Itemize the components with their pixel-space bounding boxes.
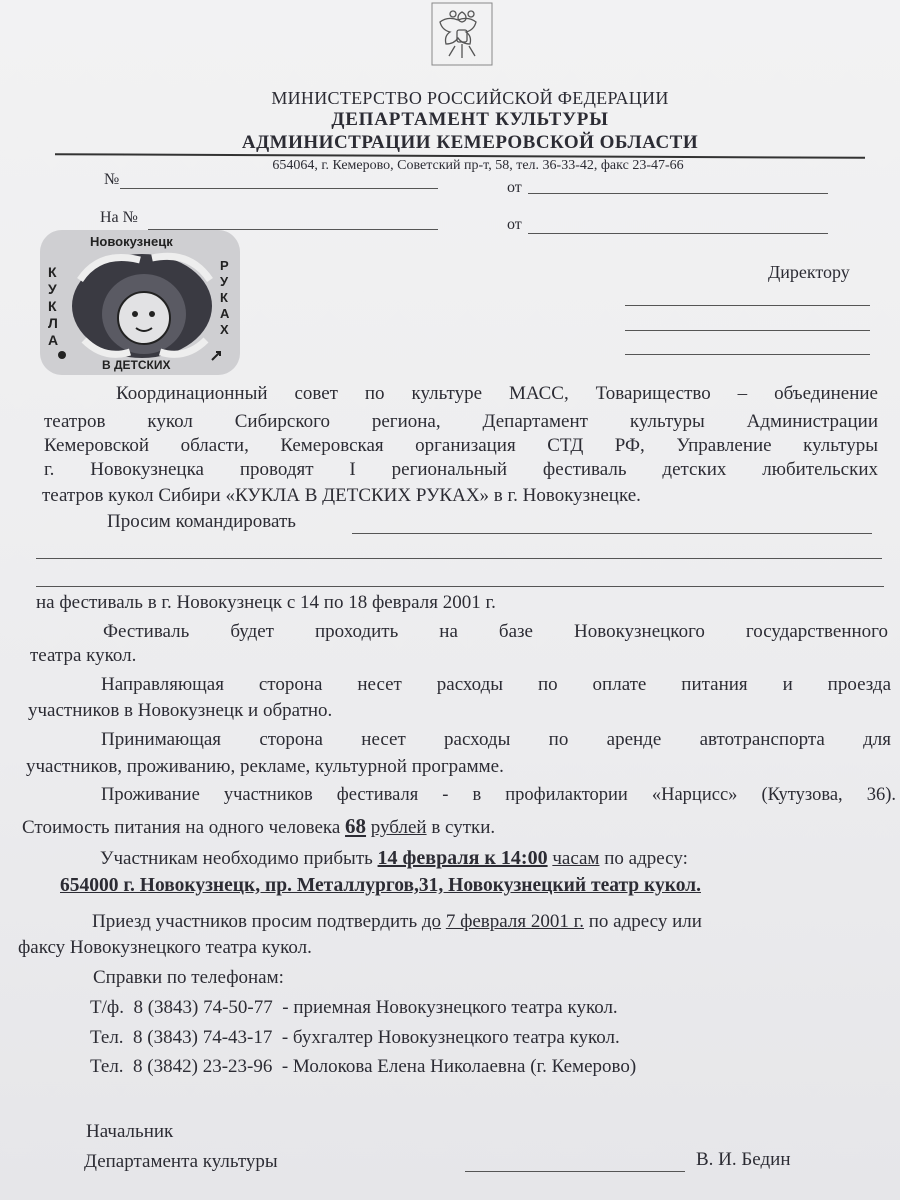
meal-cost-amount: 68 — [345, 814, 367, 838]
reference-date-label: от — [507, 216, 522, 233]
outgoing-number-field — [120, 188, 438, 189]
ministry-title: МИНИСТЕРСТВО РОССИЙСКОЙ ФЕДЕРАЦИИ — [271, 88, 669, 108]
arrival-hours: часам — [552, 848, 600, 869]
festival-dates: на фестиваль в г. Новокузнецк с 14 по 18 февраля 2001 г. — [36, 592, 496, 613]
receiving-line-2: участников, проживанию, рекламе, культурной программе. — [26, 756, 504, 777]
intro-line-4: г. Новокузнецка проводят I региональный фестиваль детских любительских — [44, 459, 878, 480]
header-address: 654064, г. Кемерово, Советский пр-т, 58, тел. 36-33-42, факс 23-47-66 — [272, 158, 684, 173]
accommodation-line: Проживание участников фестиваля - в профилактории «Нарцисс» (Кутузова, 36). — [101, 785, 896, 805]
arrival-address: 654000 г. Новокузнецк, пр. Металлургов,31, Новокузнецкий театр кукол. — [60, 875, 701, 896]
logo-top-text: Новокузнецк — [90, 234, 173, 249]
venue-line-1: Фестиваль будет проходить на базе Новокузнецкого государственного — [103, 621, 888, 642]
request-field-2 — [36, 558, 882, 559]
outgoing-date-field — [528, 193, 828, 194]
intro-line-5: театров кукол Сибири «КУКЛА В ДЕТСКИХ РУКАХ» в г. Новокузнецке. — [42, 485, 641, 506]
addressee-line-3 — [625, 354, 870, 355]
meal-cost-line — [22, 814, 495, 840]
meal-cost-prefix: Стоимость питания на одного человека — [22, 817, 341, 838]
arrival-line — [100, 846, 688, 871]
confirm-suffix: по адресу или — [588, 911, 702, 932]
logo-left-text: КУКЛА — [48, 264, 59, 348]
intro-line-3: Кемеровской области, Кемеровская организация СТД РФ, Управление культуры — [44, 435, 878, 456]
coat-of-arms-emblem — [431, 2, 493, 66]
phone-item-3: Тел. 8 (3842) 23-23-96 - Молокова Елена Николаевна (г. Кемерово) — [90, 1056, 637, 1077]
meal-cost-unit: рублей — [370, 817, 427, 838]
arrival-suffix: по адресу: — [604, 848, 688, 869]
confirm-line-2: факсу Новокузнецкого театра кукол. — [18, 937, 312, 958]
outgoing-number-label: № — [104, 171, 120, 188]
logo-right-text: РУКАХ — [220, 258, 230, 337]
logo-bottom-text: В ДЕТСКИХ — [102, 358, 171, 372]
reference-date-field — [528, 233, 828, 234]
confirm-prefix: Приезд участников просим подтвердить — [92, 911, 418, 932]
meal-cost-suffix: в сутки. — [431, 817, 496, 838]
confirm-date: 7 февраля 2001 г. — [445, 911, 584, 932]
confirm-date-pre: до — [421, 911, 442, 932]
reference-number-label: На № — [100, 209, 138, 226]
signatory-name: В. И. Бедин — [696, 1149, 791, 1170]
request-field-3 — [36, 586, 884, 587]
phone-item-2: Тел. 8 (3843) 74-43-17 - бухгалтер Новокузнецкого театра кукол. — [90, 1027, 620, 1048]
intro-line-2: театров кукол Сибирского региона, Департамент культуры Администрации — [44, 411, 878, 432]
receiving-line-1: Принимающая сторона несет расходы по аренде автотранспорта для — [101, 729, 891, 750]
administration-title: АДМИНИСТРАЦИИ КЕМЕРОВСКОЙ ОБЛАСТИ — [241, 132, 699, 153]
sending-line-2: участников в Новокузнецк и обратно. — [28, 700, 333, 721]
festival-logo — [40, 230, 240, 375]
addressee-line-1 — [625, 305, 870, 306]
signature-line — [465, 1171, 685, 1172]
phone-item-1: Т/ф. 8 (3843) 74-50-77 - приемная Новокузнецкого театра кукол. — [90, 997, 618, 1018]
addressee-line-2 — [625, 330, 870, 331]
signatory-position-line-2: Департамента культуры — [84, 1151, 278, 1172]
phones-heading: Справки по телефонам: — [93, 967, 284, 988]
venue-line-2: театра кукол. — [30, 645, 137, 666]
request-field-1 — [352, 533, 872, 534]
confirm-line-1 — [92, 910, 900, 934]
request-label: Просим командировать — [107, 511, 296, 532]
department-title: ДЕПАРТАМЕНТ КУЛЬТУРЫ — [331, 109, 609, 130]
intro-line-1: Координационный совет по культуре МАСС, Товарищество – объединение — [116, 383, 878, 404]
arrival-prefix: Участникам необходимо прибыть — [100, 848, 373, 869]
addressee-title: Директору — [768, 262, 850, 282]
signatory-position-line-1: Начальник — [86, 1121, 174, 1142]
sending-line-1: Направляющая сторона несет расходы по оплате питания и проезда — [101, 674, 891, 695]
outgoing-date-label: от — [507, 179, 522, 196]
arrival-date: 14 февраля к 14:00 — [377, 847, 548, 869]
